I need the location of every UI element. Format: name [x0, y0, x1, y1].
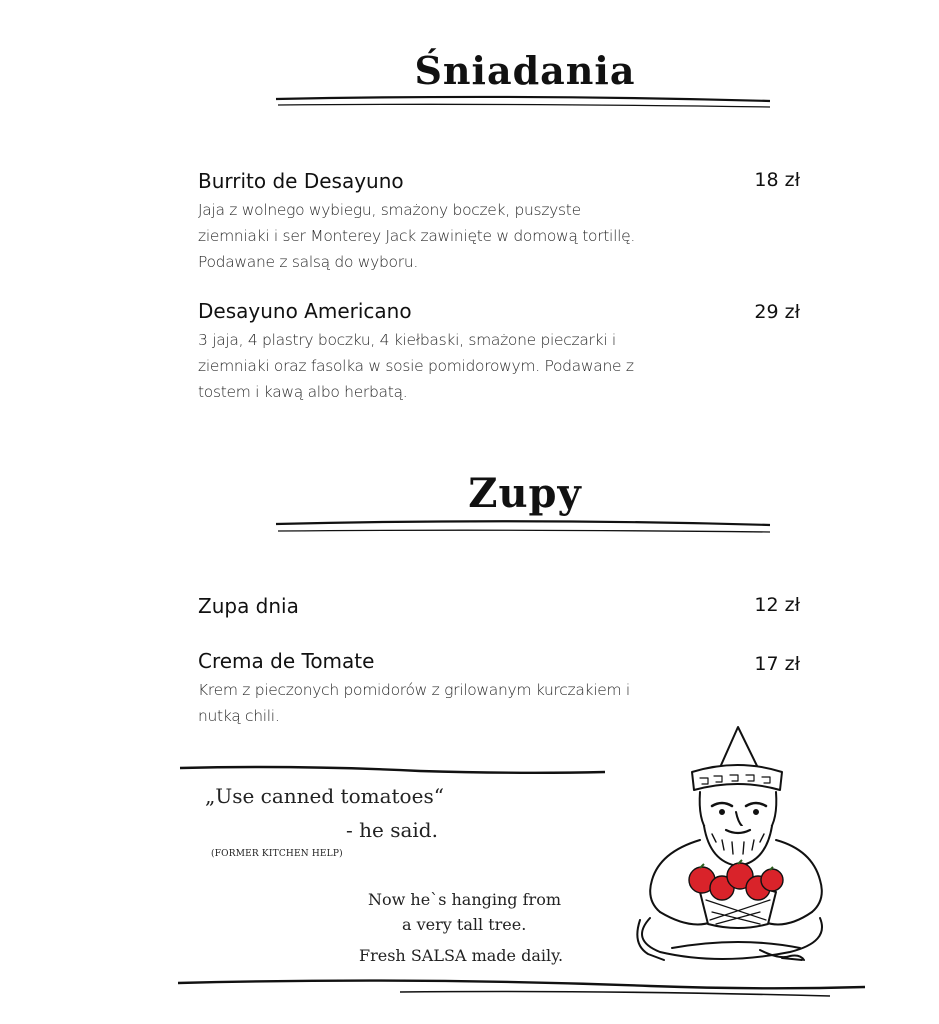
menu-item-americano: [198, 299, 658, 405]
menu-item-burrito: [198, 169, 658, 275]
menu-item-price: 12 zł: [754, 594, 800, 616]
menu-item-description: [198, 677, 658, 729]
quote-said: - he said.: [346, 818, 438, 842]
quote-attribution: (FORMER KITCHEN HELP): [211, 849, 343, 859]
salsa-tagline: Fresh SALSA made daily.: [359, 946, 564, 965]
menu-item-name: Crema de Tomate: [198, 649, 375, 673]
breakfast-section-title: Śniadania: [414, 48, 636, 93]
desc-line: 3 jaja, 4 plastry boczku, 4 kiełbaski, smażone pieczarki i: [198, 331, 616, 349]
quote-punchline-line1: Now he`s hanging from: [368, 890, 561, 909]
tomato-icons: [689, 860, 783, 900]
menu-item-price: 17 zł: [754, 653, 800, 675]
desc-line: Krem z pieczonych pomidorów z grilowanym kurczakiem i: [198, 681, 630, 699]
menu-item-price: 29 zł: [754, 301, 800, 323]
desc-line: ziemniaki oraz fasolka w sosie pomidorowym. Podawane z: [198, 357, 634, 375]
menu-item-price: 18 zł: [754, 169, 800, 191]
menu-item-name: Desayuno Americano: [198, 299, 412, 323]
desc-line: Jaja z wolnego wybiegu, smażony boczek, puszyste: [198, 201, 581, 219]
menu-item-zupa-dnia: [198, 594, 658, 622]
quote-punchline-line2: a very tall tree.: [402, 915, 527, 934]
quote-text: „Use canned tomatoes“: [205, 784, 444, 808]
menu-item-crema-de-tomate: [198, 649, 658, 729]
desc-line: nutką chili.: [198, 707, 280, 725]
desc-line: tostem i kawą albo herbatą.: [198, 383, 408, 401]
menu-item-name: Zupa dnia: [198, 594, 299, 618]
menu-item-description: [198, 197, 658, 275]
menu-item-name: Burrito de Desayuno: [198, 169, 404, 193]
menu-item-description: [198, 327, 658, 405]
desc-line: ziemniaki i ser Monterey Jack zawinięte w domową tortillę.: [198, 227, 635, 245]
desc-line: Podawane z salsą do wyboru.: [198, 253, 418, 271]
soups-section-title: Zupy: [468, 470, 582, 517]
